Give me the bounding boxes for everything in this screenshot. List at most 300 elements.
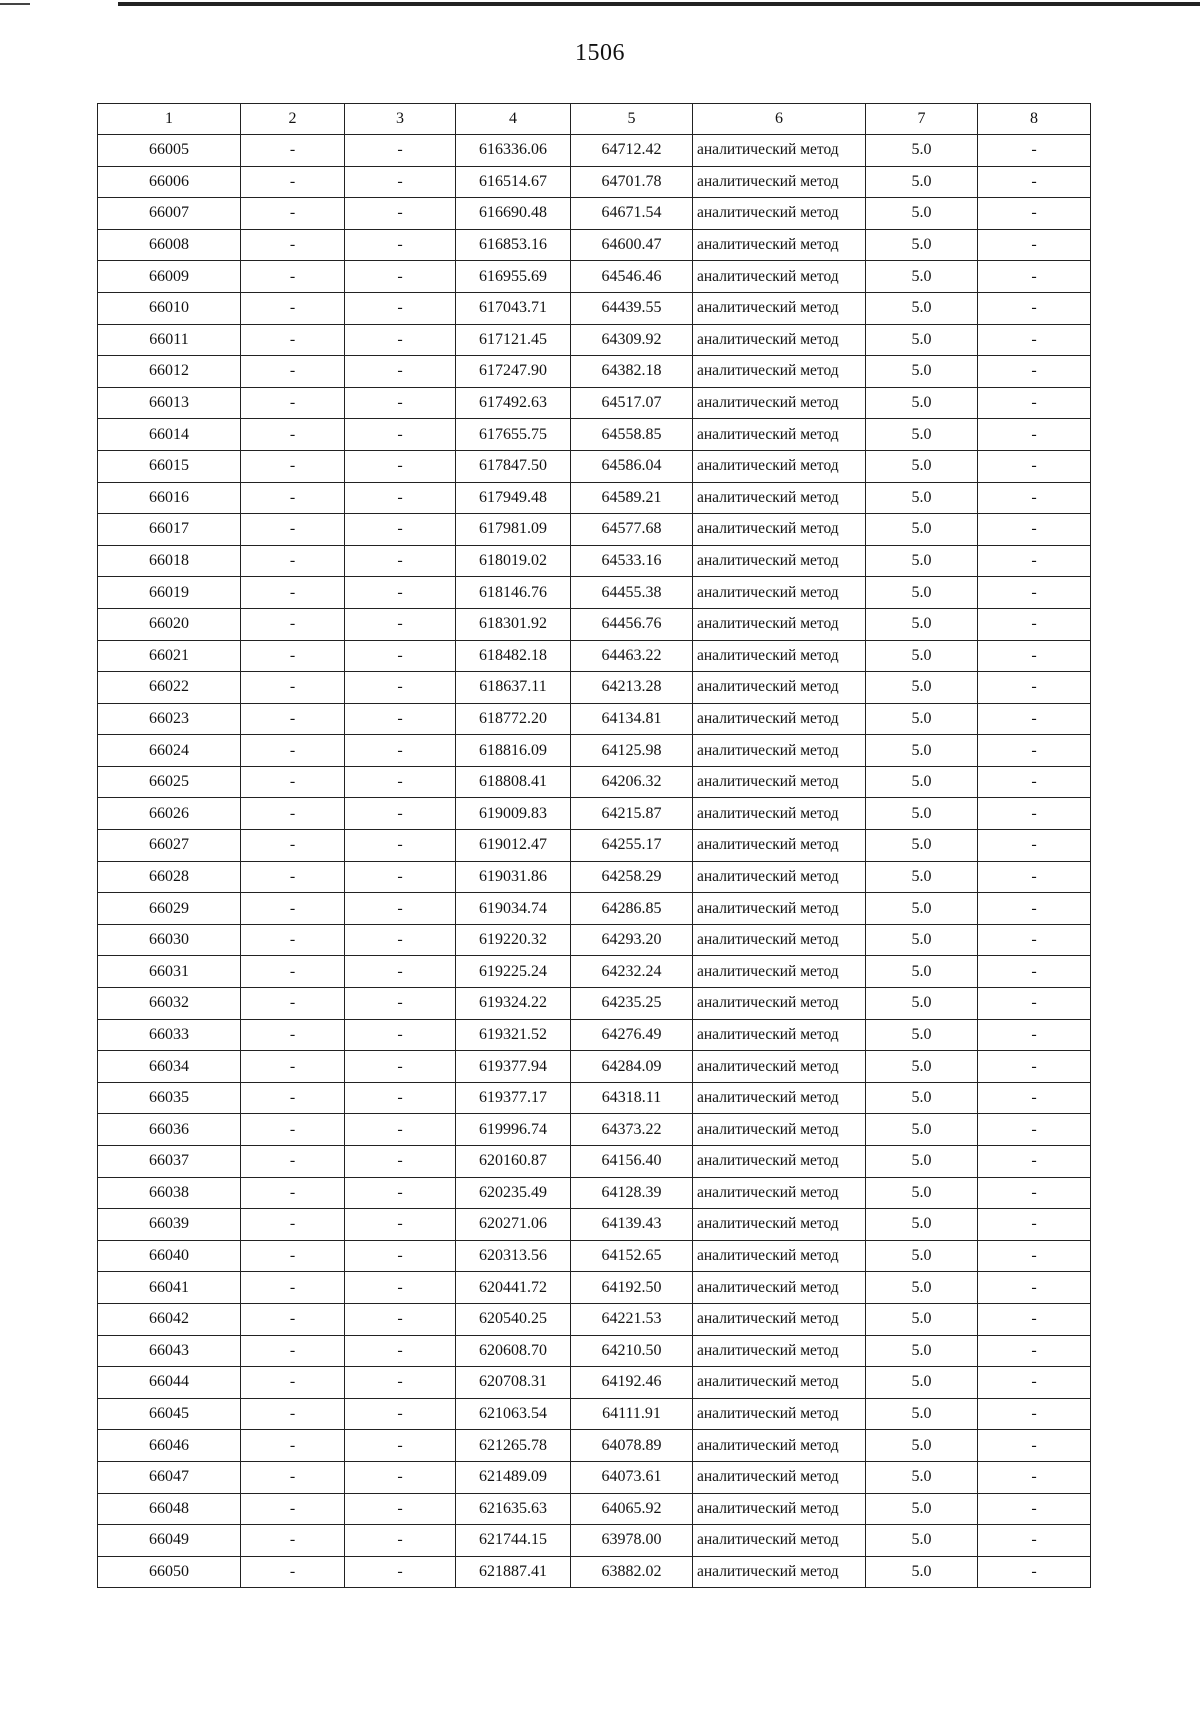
accuracy-cell: 5.0	[866, 1430, 978, 1462]
col-2-cell: -	[241, 1461, 345, 1493]
coord-y-cell: 64293.20	[571, 924, 693, 956]
point-id-cell: 66036	[98, 1114, 241, 1146]
col-3-cell: -	[345, 577, 456, 609]
coord-x-cell: 619377.94	[456, 1051, 571, 1083]
col-3-cell: -	[345, 861, 456, 893]
accuracy-cell: 5.0	[866, 482, 978, 514]
point-id-cell: 66037	[98, 1146, 241, 1178]
table-header	[98, 104, 1091, 135]
col-2-cell: -	[241, 1525, 345, 1557]
method-cell: аналитический метод	[693, 387, 866, 419]
col-3-cell: -	[345, 1398, 456, 1430]
col-8-cell: -	[978, 1019, 1091, 1051]
accuracy-cell: 5.0	[866, 1303, 978, 1335]
method-cell: аналитический метод	[693, 988, 866, 1020]
accuracy-cell: 5.0	[866, 450, 978, 482]
table-row	[98, 1146, 1091, 1178]
col-3-cell: -	[345, 135, 456, 167]
method-cell: аналитический метод	[693, 545, 866, 577]
point-id-cell: 66027	[98, 830, 241, 862]
coord-x-cell: 620160.87	[456, 1146, 571, 1178]
accuracy-cell: 5.0	[866, 640, 978, 672]
col-8-cell: -	[978, 1146, 1091, 1178]
col-2-cell: -	[241, 1209, 345, 1241]
accuracy-cell: 5.0	[866, 1051, 978, 1083]
coord-x-cell: 621744.15	[456, 1525, 571, 1557]
col-8-cell: -	[978, 1430, 1091, 1462]
coord-x-cell: 620313.56	[456, 1240, 571, 1272]
col-3-cell: -	[345, 450, 456, 482]
table-row	[98, 166, 1091, 198]
coord-y-cell: 64318.11	[571, 1082, 693, 1114]
coord-y-cell: 64125.98	[571, 735, 693, 767]
coord-x-cell: 616690.48	[456, 198, 571, 230]
coord-y-cell: 64589.21	[571, 482, 693, 514]
col-8-cell: -	[978, 450, 1091, 482]
col-2-cell: -	[241, 1114, 345, 1146]
coordinates-table	[97, 103, 1091, 1588]
coord-x-cell: 618146.76	[456, 577, 571, 609]
col-2-cell: -	[241, 703, 345, 735]
col-8-cell: -	[978, 577, 1091, 609]
method-cell: аналитический метод	[693, 1430, 866, 1462]
table-row	[98, 766, 1091, 798]
point-id-cell: 66033	[98, 1019, 241, 1051]
col-8-cell: -	[978, 766, 1091, 798]
table-row	[98, 450, 1091, 482]
table-row	[98, 387, 1091, 419]
accuracy-cell: 5.0	[866, 608, 978, 640]
coord-y-cell: 64258.29	[571, 861, 693, 893]
accuracy-cell: 5.0	[866, 1272, 978, 1304]
accuracy-cell: 5.0	[866, 1398, 978, 1430]
coord-y-cell: 64373.22	[571, 1114, 693, 1146]
col-3-cell: -	[345, 1019, 456, 1051]
table-row	[98, 672, 1091, 704]
col-8-cell: -	[978, 640, 1091, 672]
col-3-cell: -	[345, 1335, 456, 1367]
method-cell: аналитический метод	[693, 1398, 866, 1430]
coord-y-cell: 64286.85	[571, 893, 693, 925]
col-8-cell: -	[978, 324, 1091, 356]
method-cell: аналитический метод	[693, 735, 866, 767]
method-cell: аналитический метод	[693, 893, 866, 925]
coord-x-cell: 619324.22	[456, 988, 571, 1020]
coord-x-cell: 619321.52	[456, 1019, 571, 1051]
col-2-cell: -	[241, 356, 345, 388]
header-col-7: 7	[866, 104, 978, 135]
table-row	[98, 1209, 1091, 1241]
coord-x-cell: 618637.11	[456, 672, 571, 704]
point-id-cell: 66030	[98, 924, 241, 956]
table-row	[98, 1240, 1091, 1272]
table-row	[98, 1272, 1091, 1304]
point-id-cell: 66013	[98, 387, 241, 419]
point-id-cell: 66045	[98, 1398, 241, 1430]
coord-x-cell: 620441.72	[456, 1272, 571, 1304]
coord-x-cell: 620540.25	[456, 1303, 571, 1335]
header-col-4: 4	[456, 104, 571, 135]
point-id-cell: 66032	[98, 988, 241, 1020]
table-row	[98, 830, 1091, 862]
coord-y-cell: 64192.50	[571, 1272, 693, 1304]
col-3-cell: -	[345, 166, 456, 198]
accuracy-cell: 5.0	[866, 988, 978, 1020]
table-row	[98, 1398, 1091, 1430]
method-cell: аналитический метод	[693, 1556, 866, 1588]
method-cell: аналитический метод	[693, 1240, 866, 1272]
coord-x-cell: 617981.09	[456, 514, 571, 546]
col-8-cell: -	[978, 672, 1091, 704]
coord-x-cell: 620235.49	[456, 1177, 571, 1209]
coord-y-cell: 64221.53	[571, 1303, 693, 1335]
scan-edge-mark-left	[0, 3, 30, 5]
col-8-cell: -	[978, 1398, 1091, 1430]
method-cell: аналитический метод	[693, 1525, 866, 1557]
header-col-6: 6	[693, 104, 866, 135]
col-8-cell: -	[978, 1114, 1091, 1146]
point-id-cell: 66028	[98, 861, 241, 893]
coord-y-cell: 64255.17	[571, 830, 693, 862]
col-8-cell: -	[978, 861, 1091, 893]
accuracy-cell: 5.0	[866, 1177, 978, 1209]
header-col-5: 5	[571, 104, 693, 135]
col-2-cell: -	[241, 893, 345, 925]
col-8-cell: -	[978, 1556, 1091, 1588]
point-id-cell: 66009	[98, 261, 241, 293]
method-cell: аналитический метод	[693, 261, 866, 293]
table-row	[98, 514, 1091, 546]
point-id-cell: 66044	[98, 1367, 241, 1399]
col-3-cell: -	[345, 1114, 456, 1146]
col-3-cell: -	[345, 1177, 456, 1209]
method-cell: аналитический метод	[693, 924, 866, 956]
coord-y-cell: 64210.50	[571, 1335, 693, 1367]
col-8-cell: -	[978, 166, 1091, 198]
col-2-cell: -	[241, 1398, 345, 1430]
coord-x-cell: 617655.75	[456, 419, 571, 451]
coord-y-cell: 64455.38	[571, 577, 693, 609]
method-cell: аналитический метод	[693, 1051, 866, 1083]
col-3-cell: -	[345, 1430, 456, 1462]
col-2-cell: -	[241, 1146, 345, 1178]
table-row	[98, 1525, 1091, 1557]
col-2-cell: -	[241, 1430, 345, 1462]
table-row	[98, 893, 1091, 925]
col-8-cell: -	[978, 482, 1091, 514]
col-3-cell: -	[345, 261, 456, 293]
coord-x-cell: 617247.90	[456, 356, 571, 388]
method-cell: аналитический метод	[693, 292, 866, 324]
point-id-cell: 66050	[98, 1556, 241, 1588]
col-3-cell: -	[345, 1051, 456, 1083]
method-cell: аналитический метод	[693, 861, 866, 893]
col-3-cell: -	[345, 1240, 456, 1272]
col-8-cell: -	[978, 988, 1091, 1020]
col-2-cell: -	[241, 482, 345, 514]
accuracy-cell: 5.0	[866, 1114, 978, 1146]
header-col-2: 2	[241, 104, 345, 135]
col-2-cell: -	[241, 798, 345, 830]
point-id-cell: 66049	[98, 1525, 241, 1557]
point-id-cell: 66017	[98, 514, 241, 546]
accuracy-cell: 5.0	[866, 703, 978, 735]
col-8-cell: -	[978, 292, 1091, 324]
col-8-cell: -	[978, 1240, 1091, 1272]
col-2-cell: -	[241, 292, 345, 324]
coord-x-cell: 621635.63	[456, 1493, 571, 1525]
col-3-cell: -	[345, 1146, 456, 1178]
coord-x-cell: 618808.41	[456, 766, 571, 798]
method-cell: аналитический метод	[693, 640, 866, 672]
method-cell: аналитический метод	[693, 135, 866, 167]
method-cell: аналитический метод	[693, 166, 866, 198]
coord-x-cell: 621887.41	[456, 1556, 571, 1588]
accuracy-cell: 5.0	[866, 1082, 978, 1114]
col-2-cell: -	[241, 324, 345, 356]
coord-y-cell: 64152.65	[571, 1240, 693, 1272]
table-row	[98, 229, 1091, 261]
coord-y-cell: 64111.91	[571, 1398, 693, 1430]
point-id-cell: 66011	[98, 324, 241, 356]
col-3-cell: -	[345, 545, 456, 577]
col-3-cell: -	[345, 198, 456, 230]
point-id-cell: 66029	[98, 893, 241, 925]
col-2-cell: -	[241, 735, 345, 767]
coord-y-cell: 64232.24	[571, 956, 693, 988]
table-row	[98, 545, 1091, 577]
coord-x-cell: 621265.78	[456, 1430, 571, 1462]
scan-edge-mark-top	[118, 2, 1200, 6]
point-id-cell: 66031	[98, 956, 241, 988]
accuracy-cell: 5.0	[866, 1493, 978, 1525]
col-8-cell: -	[978, 1051, 1091, 1083]
table-row	[98, 1430, 1091, 1462]
col-8-cell: -	[978, 924, 1091, 956]
accuracy-cell: 5.0	[866, 514, 978, 546]
table-row	[98, 1303, 1091, 1335]
coord-x-cell: 621063.54	[456, 1398, 571, 1430]
table-row	[98, 1051, 1091, 1083]
coord-y-cell: 64382.18	[571, 356, 693, 388]
method-cell: аналитический метод	[693, 1019, 866, 1051]
accuracy-cell: 5.0	[866, 798, 978, 830]
point-id-cell: 66035	[98, 1082, 241, 1114]
point-id-cell: 66012	[98, 356, 241, 388]
col-2-cell: -	[241, 766, 345, 798]
point-id-cell: 66041	[98, 1272, 241, 1304]
col-3-cell: -	[345, 356, 456, 388]
point-id-cell: 66022	[98, 672, 241, 704]
point-id-cell: 66043	[98, 1335, 241, 1367]
table-row	[98, 135, 1091, 167]
point-id-cell: 66021	[98, 640, 241, 672]
coord-x-cell: 617949.48	[456, 482, 571, 514]
coord-y-cell: 64235.25	[571, 988, 693, 1020]
col-2-cell: -	[241, 608, 345, 640]
accuracy-cell: 5.0	[866, 956, 978, 988]
col-8-cell: -	[978, 135, 1091, 167]
point-id-cell: 66047	[98, 1461, 241, 1493]
coord-y-cell: 64586.04	[571, 450, 693, 482]
method-cell: аналитический метод	[693, 766, 866, 798]
col-3-cell: -	[345, 419, 456, 451]
method-cell: аналитический метод	[693, 1461, 866, 1493]
col-2-cell: -	[241, 450, 345, 482]
point-id-cell: 66040	[98, 1240, 241, 1272]
method-cell: аналитический метод	[693, 450, 866, 482]
col-3-cell: -	[345, 798, 456, 830]
col-3-cell: -	[345, 1272, 456, 1304]
coord-x-cell: 619996.74	[456, 1114, 571, 1146]
accuracy-cell: 5.0	[866, 166, 978, 198]
point-id-cell: 66039	[98, 1209, 241, 1241]
accuracy-cell: 5.0	[866, 229, 978, 261]
table-row	[98, 703, 1091, 735]
coord-y-cell: 64215.87	[571, 798, 693, 830]
method-cell: аналитический метод	[693, 198, 866, 230]
col-8-cell: -	[978, 830, 1091, 862]
coord-x-cell: 619034.74	[456, 893, 571, 925]
coord-x-cell: 616514.67	[456, 166, 571, 198]
table-row	[98, 1556, 1091, 1588]
coord-y-cell: 64558.85	[571, 419, 693, 451]
accuracy-cell: 5.0	[866, 356, 978, 388]
col-8-cell: -	[978, 419, 1091, 451]
col-2-cell: -	[241, 672, 345, 704]
coord-x-cell: 620708.31	[456, 1367, 571, 1399]
col-8-cell: -	[978, 1461, 1091, 1493]
col-8-cell: -	[978, 1082, 1091, 1114]
col-3-cell: -	[345, 924, 456, 956]
col-8-cell: -	[978, 198, 1091, 230]
point-id-cell: 66007	[98, 198, 241, 230]
col-2-cell: -	[241, 577, 345, 609]
point-id-cell: 66014	[98, 419, 241, 451]
accuracy-cell: 5.0	[866, 1146, 978, 1178]
col-2-cell: -	[241, 640, 345, 672]
accuracy-cell: 5.0	[866, 924, 978, 956]
coord-x-cell: 617043.71	[456, 292, 571, 324]
coord-x-cell: 619225.24	[456, 956, 571, 988]
point-id-cell: 66038	[98, 1177, 241, 1209]
coord-y-cell: 63978.00	[571, 1525, 693, 1557]
coord-x-cell: 618019.02	[456, 545, 571, 577]
point-id-cell: 66018	[98, 545, 241, 577]
coord-y-cell: 64156.40	[571, 1146, 693, 1178]
accuracy-cell: 5.0	[866, 1209, 978, 1241]
accuracy-cell: 5.0	[866, 261, 978, 293]
col-3-cell: -	[345, 1461, 456, 1493]
coord-y-cell: 64701.78	[571, 166, 693, 198]
col-2-cell: -	[241, 1019, 345, 1051]
header-row	[98, 104, 1091, 135]
coord-x-cell: 618816.09	[456, 735, 571, 767]
col-2-cell: -	[241, 261, 345, 293]
col-2-cell: -	[241, 545, 345, 577]
coord-y-cell: 64577.68	[571, 514, 693, 546]
method-cell: аналитический метод	[693, 229, 866, 261]
method-cell: аналитический метод	[693, 1303, 866, 1335]
method-cell: аналитический метод	[693, 1335, 866, 1367]
col-3-cell: -	[345, 1303, 456, 1335]
accuracy-cell: 5.0	[866, 893, 978, 925]
method-cell: аналитический метод	[693, 1146, 866, 1178]
col-2-cell: -	[241, 1082, 345, 1114]
accuracy-cell: 5.0	[866, 766, 978, 798]
col-2-cell: -	[241, 198, 345, 230]
col-3-cell: -	[345, 387, 456, 419]
method-cell: аналитический метод	[693, 1114, 866, 1146]
coord-y-cell: 64456.76	[571, 608, 693, 640]
accuracy-cell: 5.0	[866, 198, 978, 230]
point-id-cell: 66048	[98, 1493, 241, 1525]
col-2-cell: -	[241, 1051, 345, 1083]
coord-x-cell: 617121.45	[456, 324, 571, 356]
coord-y-cell: 64463.22	[571, 640, 693, 672]
coord-y-cell: 64065.92	[571, 1493, 693, 1525]
accuracy-cell: 5.0	[866, 672, 978, 704]
coord-x-cell: 620608.70	[456, 1335, 571, 1367]
col-3-cell: -	[345, 735, 456, 767]
col-8-cell: -	[978, 1209, 1091, 1241]
col-2-cell: -	[241, 229, 345, 261]
coord-y-cell: 63882.02	[571, 1556, 693, 1588]
table-row	[98, 482, 1091, 514]
method-cell: аналитический метод	[693, 830, 866, 862]
col-3-cell: -	[345, 608, 456, 640]
coord-x-cell: 617847.50	[456, 450, 571, 482]
col-8-cell: -	[978, 1335, 1091, 1367]
col-2-cell: -	[241, 1556, 345, 1588]
col-3-cell: -	[345, 1525, 456, 1557]
coord-y-cell: 64073.61	[571, 1461, 693, 1493]
coord-x-cell: 619012.47	[456, 830, 571, 862]
col-2-cell: -	[241, 1335, 345, 1367]
coord-y-cell: 64276.49	[571, 1019, 693, 1051]
method-cell: аналитический метод	[693, 672, 866, 704]
method-cell: аналитический метод	[693, 1272, 866, 1304]
col-3-cell: -	[345, 1209, 456, 1241]
col-2-cell: -	[241, 387, 345, 419]
col-3-cell: -	[345, 482, 456, 514]
table-row	[98, 324, 1091, 356]
table-row	[98, 1114, 1091, 1146]
col-8-cell: -	[978, 1367, 1091, 1399]
table-row	[98, 577, 1091, 609]
col-3-cell: -	[345, 1493, 456, 1525]
accuracy-cell: 5.0	[866, 830, 978, 862]
col-3-cell: -	[345, 229, 456, 261]
coord-x-cell: 618301.92	[456, 608, 571, 640]
col-8-cell: -	[978, 514, 1091, 546]
accuracy-cell: 5.0	[866, 735, 978, 767]
table-row	[98, 640, 1091, 672]
table-row	[98, 419, 1091, 451]
col-2-cell: -	[241, 1240, 345, 1272]
col-8-cell: -	[978, 956, 1091, 988]
table-row	[98, 261, 1091, 293]
coord-x-cell: 619377.17	[456, 1082, 571, 1114]
point-id-cell: 66042	[98, 1303, 241, 1335]
table-row	[98, 1019, 1091, 1051]
col-2-cell: -	[241, 956, 345, 988]
point-id-cell: 66046	[98, 1430, 241, 1462]
table-row	[98, 924, 1091, 956]
col-8-cell: -	[978, 356, 1091, 388]
col-3-cell: -	[345, 1367, 456, 1399]
method-cell: аналитический метод	[693, 956, 866, 988]
